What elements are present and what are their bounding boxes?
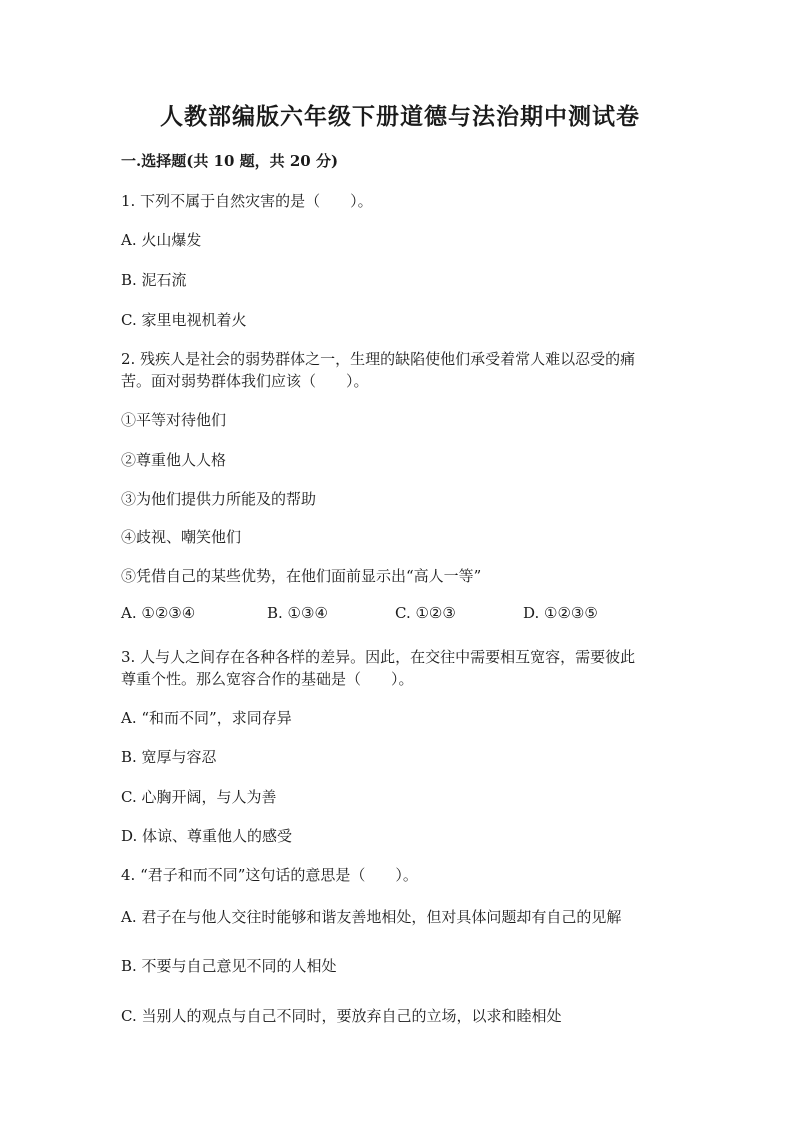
question-2-option-b: B. ①③④ [267,604,328,622]
question-2-statement-5: ⑤凭借自己的某些优势，在他们面前显示出“高人一等” [121,567,482,585]
question-4-option-b: B. 不要与自己意见不同的人相处 [121,957,337,975]
question-1-option-c: C. 家里电视机着火 [121,311,247,329]
section-heading: 一.选择题(共 10 题，共 20 分) [121,152,339,170]
exam-title: 人教部编版六年级下册道德与法治期中测试卷 [160,103,640,130]
question-4-option-c: C. 当别人的观点与自己不同时，要放弃自己的立场，以求和睦相处 [121,1007,562,1025]
question-3-stem-line-1: 3. 人与人之间存在各种各样的差异。因此，在交往中需要相互宽容，需要彼此 [121,648,636,666]
question-3-option-a: A. “和而不同”，求同存异 [121,709,292,727]
question-1-option-b: B. 泥石流 [121,271,187,289]
question-2-statement-4: ④歧视、嘲笑他们 [121,528,242,546]
question-2-option-d: D. ①②③⑤ [523,604,598,622]
question-2-stem-line-1: 2. 残疾人是社会的弱势群体之一，生理的缺陷使他们承受着常人难以忍受的痛 [121,350,636,368]
question-1-option-a: A. 火山爆发 [121,231,202,249]
question-3-option-b: B. 宽厚与容忍 [121,748,217,766]
question-1-stem: 1. 下列不属于自然灾害的是（ ）。 [121,192,373,210]
question-4-option-a: A. 君子在与他人交往时能够和谐友善地相处，但对具体问题却有自己的见解 [121,908,622,926]
question-2-statement-1: ①平等对待他们 [121,411,227,429]
question-2-option-c: C. ①②③ [395,604,456,622]
question-2-statement-3: ③为他们提供力所能及的帮助 [121,490,317,508]
question-3-option-c: C. 心胸开阔，与人为善 [121,788,277,806]
question-4-stem: 4. “君子和而不同”这句话的意思是（ ）。 [121,866,418,884]
question-3-option-d: D. 体谅、尊重他人的感受 [121,827,293,845]
question-3-stem-line-2: 尊重个性。那么宽容合作的基础是（ ）。 [121,670,414,688]
question-2-stem-line-2: 苦。面对弱势群体我们应该（ ）。 [121,372,369,390]
question-2-statement-2: ②尊重他人人格 [121,451,227,469]
question-2-options-row [121,604,681,626]
question-2-option-a: A. ①②③④ [121,604,196,622]
